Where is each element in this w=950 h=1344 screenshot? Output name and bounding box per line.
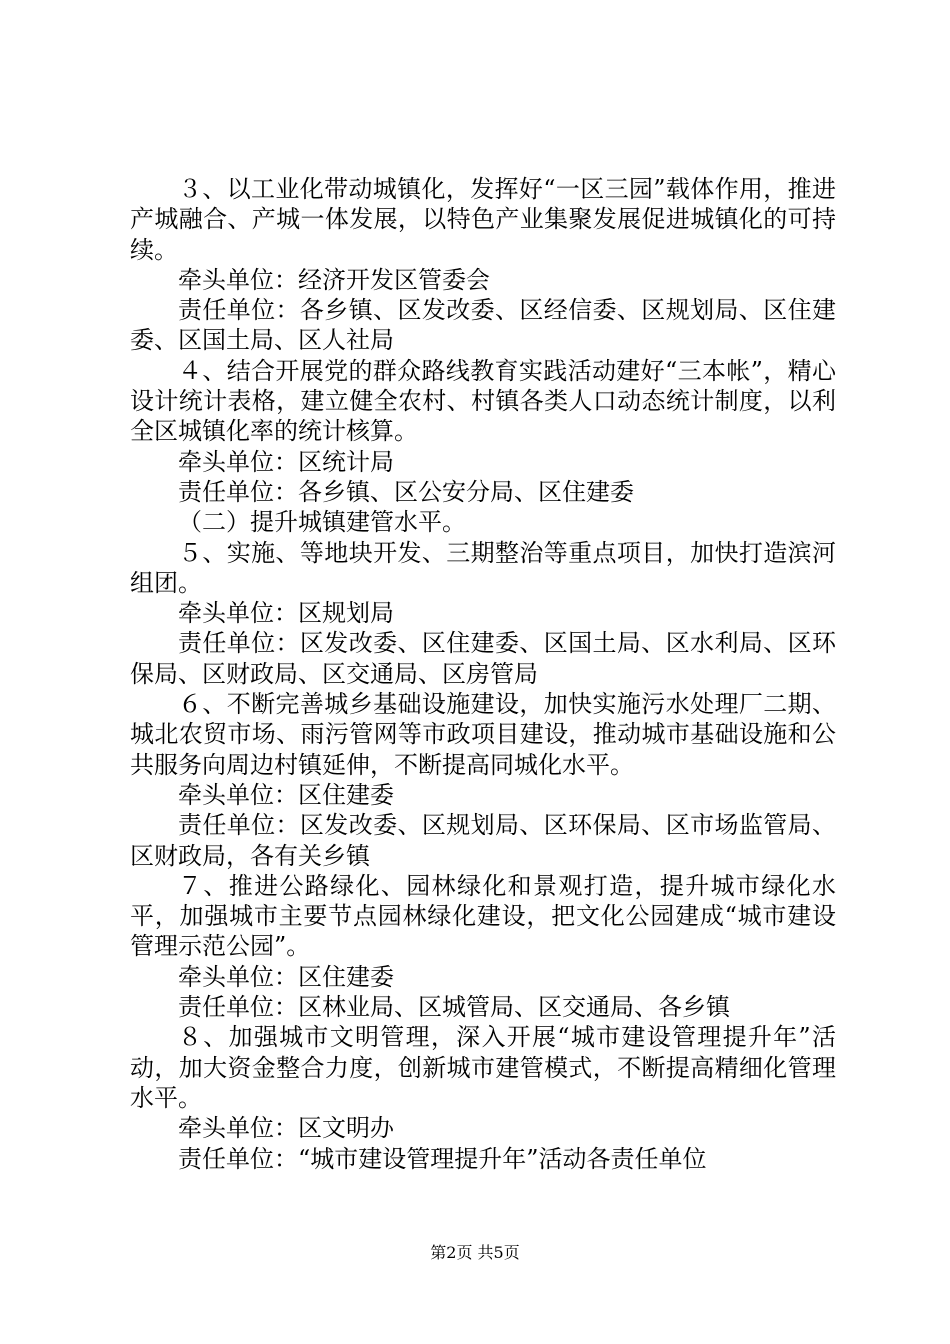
- page-footer: [0, 1243, 950, 1263]
- paragraph-item-8: ８、加强城市文明管理，深入开展“城市建设管理提升年”活动，加大资金整合力度，创新城市建管模式，不断提高精细化管理水平。: [130, 1023, 836, 1112]
- responsible-unit-line: 责任单位：“城市建设管理提升年”活动各责任单位: [178, 1144, 707, 1173]
- responsible-unit-line: 责任单位：区发改委、区规划局、区环保局、区市场监管局、区财政局，各有关乡镇: [130, 811, 836, 870]
- document-body: [130, 174, 836, 1174]
- responsible-unit-line: 责任单位：区发改委、区住建委、区国土局、区水利局、区环保局、区财政局、区交通局、区房管局: [130, 629, 836, 688]
- paragraph-item-4: ４、结合开展党的群众路线教育实践活动建好“三本帐”，精心设计统计表格，建立健全农村、村镇各类人口动态统计制度，以利全区城镇化率的统计核算。: [130, 356, 836, 446]
- page-number-label: 第2页 共5页: [430, 1243, 520, 1262]
- lead-unit-line: 牵头单位：区统计局: [178, 447, 394, 476]
- responsible-unit-line: 责任单位：各乡镇、区公安分局、区住建委: [178, 477, 634, 506]
- lead-unit-line: 牵头单位：区规划局: [178, 599, 394, 628]
- section-heading: （二）提升城镇建管水平。: [178, 508, 466, 537]
- responsible-unit-line: 责任单位：各乡镇、区发改委、区经信委、区规划局、区住建委、区国土局、区人社局: [130, 296, 836, 355]
- lead-unit-line: 牵头单位：经济开发区管委会: [178, 265, 490, 294]
- paragraph-item-3: ３、以工业化带动城镇化，发挥好“一区三园”载体作用，推进产城融合、产城一体发展，以特色产业集聚发展促进城镇化的可持续。: [130, 175, 836, 264]
- lead-unit-line: 牵头单位：区住建委: [178, 962, 394, 991]
- responsible-unit-line: 责任单位：区林业局、区城管局、区交通局、各乡镇: [178, 993, 730, 1022]
- paragraph-item-5: ５、实施、等地块开发、三期整治等重点项目，加快打造滨河组团。: [130, 538, 836, 597]
- lead-unit-line: 牵头单位：区住建委: [178, 780, 394, 809]
- paragraph-item-7: ７、推进公路绿化、园林绿化和景观打造，提升城市绿化水平，加强城市主要节点园林绿化建设，把文化公园建成“城市建设管理示范公园”。: [130, 871, 836, 961]
- paragraph-item-6: ６、不断完善城乡基础设施建设，加快实施污水处理厂二期、城北农贸市场、雨污管网等市政项目建设，推动城市基础设施和公共服务向周边村镇延伸，不断提高同城化水平。: [130, 690, 836, 779]
- lead-unit-line: 牵头单位：区文明办: [178, 1114, 394, 1143]
